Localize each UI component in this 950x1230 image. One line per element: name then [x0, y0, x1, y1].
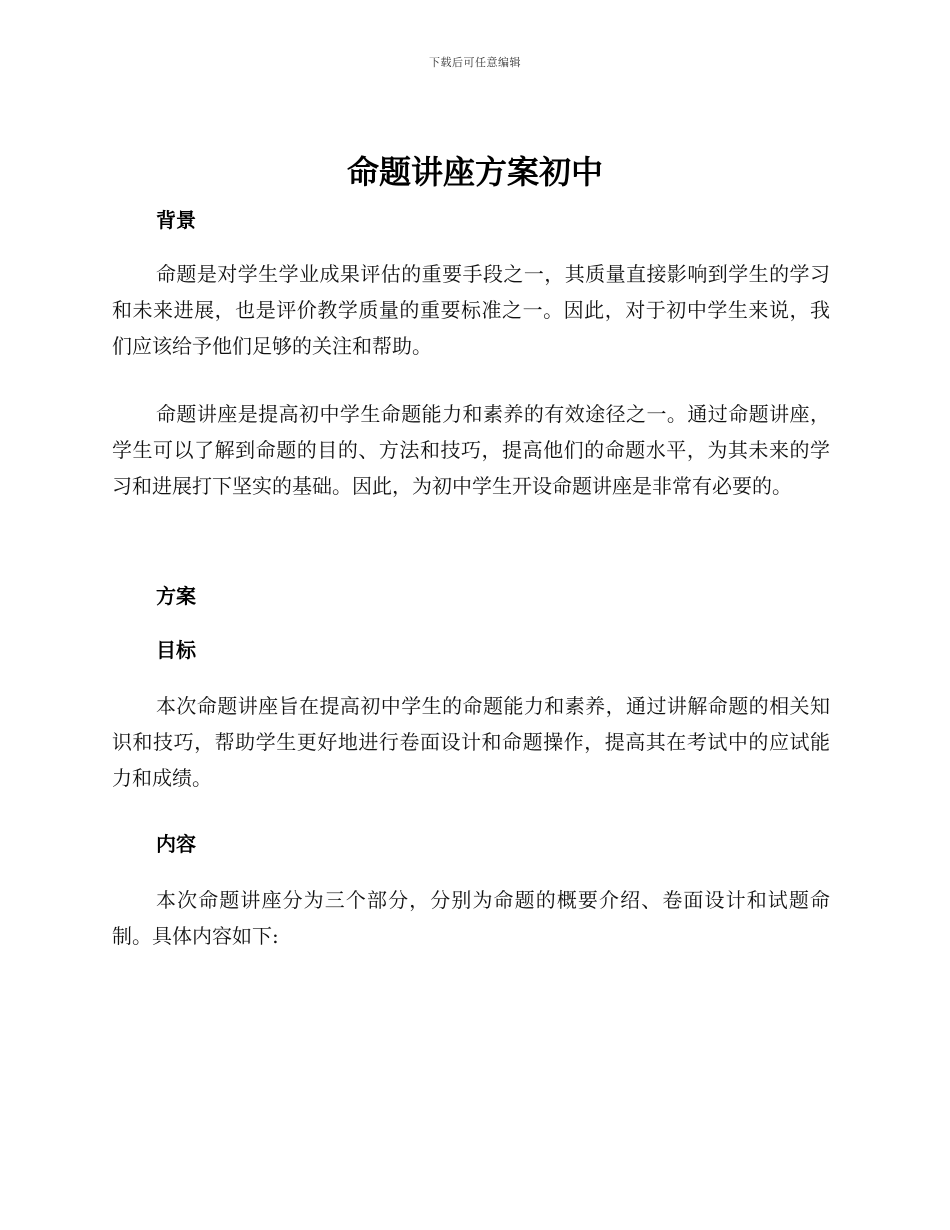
heading-plan: 方案: [156, 584, 196, 608]
paragraph-background-2: 命题讲座是提高初中学生命题能力和素养的有效途径之一。通过命题讲座，学生可以了解到命题的目的、方法和技巧，提高他们的命题水平，为其未来的学习和进展打下坚实的基础。因此，为初中学生开设命题讲座是非常有必要的。: [112, 402, 830, 498]
heading-goal: 目标: [156, 638, 196, 662]
paragraph-background-1: 命题是对学生学业成果评估的重要手段之一，其质量直接影响到学生的学习和未来进展，也是评价教学质量的重要标准之一。因此，对于初中学生来说，我们应该给予他们足够的关注和帮助。: [112, 262, 830, 358]
paragraph-goal-1: 本次命题讲座旨在提高初中学生的命题能力和素养，通过讲解命题的相关知识和技巧，帮助学生更好地进行卷面设计和命题操作，提高其在考试中的应试能力和成绩。: [112, 694, 830, 790]
header-note: 下载后可任意编辑: [429, 56, 521, 69]
heading-content: 内容: [156, 832, 196, 856]
paragraph-content-1: 本次命题讲座分为三个部分，分别为命题的概要介绍、卷面设计和试题命制。具体内容如下:: [112, 888, 830, 948]
document-title: 命题讲座方案初中: [346, 153, 603, 191]
heading-background: 背景: [156, 208, 196, 232]
